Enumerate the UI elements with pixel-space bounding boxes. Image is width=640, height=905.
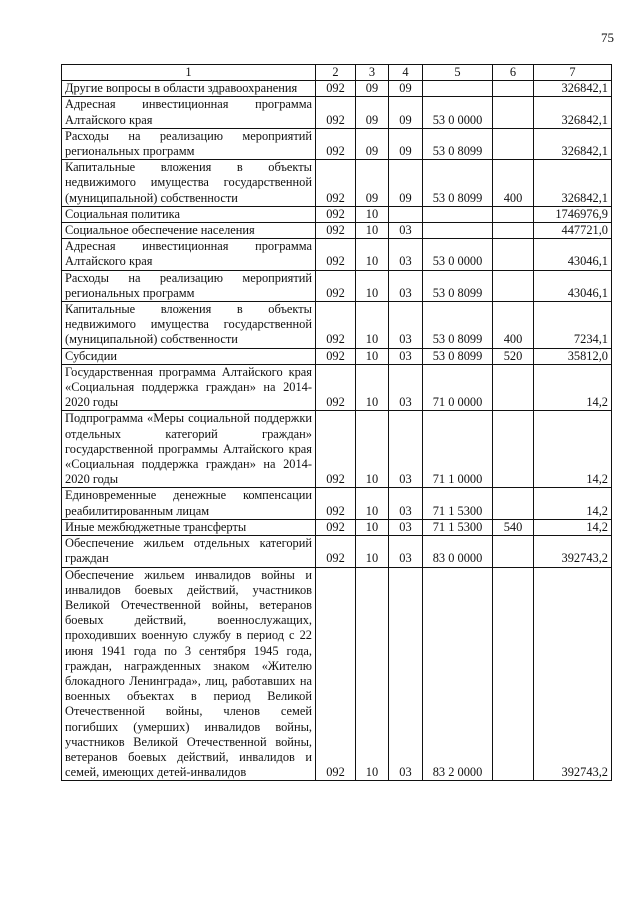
expense-type-cell bbox=[493, 81, 534, 97]
table-row bbox=[62, 270, 612, 301]
ministry-code-cell: 092 bbox=[316, 567, 356, 781]
expense-name-cell: Социальная политика bbox=[62, 206, 316, 222]
subsection-code-cell: 03 bbox=[389, 519, 423, 535]
section-code-cell: 10 bbox=[356, 270, 389, 301]
header-col-5: 5 bbox=[423, 65, 493, 81]
ministry-code-cell: 092 bbox=[316, 206, 356, 222]
table-row bbox=[62, 128, 612, 159]
table-row bbox=[62, 488, 612, 519]
expense-name-cell: Расходы на реализацию мероприятий региональных программ bbox=[62, 270, 316, 301]
page-number: 75 bbox=[601, 30, 614, 45]
target-article-cell: 53 0 0000 bbox=[423, 239, 493, 270]
table-row bbox=[62, 97, 612, 128]
table-row bbox=[62, 81, 612, 97]
target-article-cell: 83 0 0000 bbox=[423, 536, 493, 567]
ministry-code-cell: 092 bbox=[316, 81, 356, 97]
subsection-code-cell: 03 bbox=[389, 488, 423, 519]
expense-name-cell: Социальное обеспечение населения bbox=[62, 223, 316, 239]
amount-cell: 326842,1 bbox=[534, 97, 612, 128]
expense-name-cell: Иные межбюджетные трансферты bbox=[62, 519, 316, 535]
subsection-code-cell: 09 bbox=[389, 97, 423, 128]
budget-table bbox=[61, 64, 612, 781]
ministry-code-cell: 092 bbox=[316, 536, 356, 567]
table-row bbox=[62, 348, 612, 364]
table-header-row bbox=[62, 65, 612, 81]
expense-type-cell bbox=[493, 488, 534, 519]
ministry-code-cell: 092 bbox=[316, 97, 356, 128]
section-code-cell: 10 bbox=[356, 567, 389, 781]
section-code-cell: 09 bbox=[356, 128, 389, 159]
amount-cell: 14,2 bbox=[534, 519, 612, 535]
target-article-cell: 71 0 0000 bbox=[423, 364, 493, 411]
section-code-cell: 10 bbox=[356, 364, 389, 411]
subsection-code-cell: 03 bbox=[389, 223, 423, 239]
target-article-cell: 53 0 8099 bbox=[423, 302, 493, 349]
expense-type-cell bbox=[493, 364, 534, 411]
expense-name-cell: Государственная программа Алтайского края «Социальная поддержка граждан» на 2014-2020 годы bbox=[62, 364, 316, 411]
target-article-cell: 53 0 0000 bbox=[423, 97, 493, 128]
header-col-1: 1 bbox=[62, 65, 316, 81]
ministry-code-cell: 092 bbox=[316, 348, 356, 364]
ministry-code-cell: 092 bbox=[316, 270, 356, 301]
table-row bbox=[62, 567, 612, 781]
ministry-code-cell: 092 bbox=[316, 364, 356, 411]
amount-cell: 35812,0 bbox=[534, 348, 612, 364]
table-row bbox=[62, 411, 612, 488]
expense-type-cell: 540 bbox=[493, 519, 534, 535]
expense-name-cell: Капитальные вложения в объекты недвижимого имущества государственной (муниципальной) собственности bbox=[62, 302, 316, 349]
target-article-cell: 71 1 5300 bbox=[423, 519, 493, 535]
subsection-code-cell: 03 bbox=[389, 270, 423, 301]
header-col-7: 7 bbox=[534, 65, 612, 81]
expense-name-cell: Субсидии bbox=[62, 348, 316, 364]
target-article-cell: 53 0 8099 bbox=[423, 348, 493, 364]
section-code-cell: 10 bbox=[356, 302, 389, 349]
table-row bbox=[62, 364, 612, 411]
expense-name-cell: Обеспечение жильем отдельных категорий граждан bbox=[62, 536, 316, 567]
amount-cell: 14,2 bbox=[534, 488, 612, 519]
expense-name-cell: Обеспечение жильем инвалидов войны и инвалидов боевых действий, участников Великой Отечественной войны, ветеранов боевых действий, военнослужащих, проходивших военную службу в период с 22 июня 1941 года по 3 сентября 1945 года, граждан, награжденных знаком «Жителю блокадного Ленинграда», лиц, работавших на военных объектах в период Великой Отечественной войны, членов семей погибших (умерших) инвалидов войны, участников Великой Отечественной войны, ветеранов боевых действий, инвалидов и семей, имеющих детей-инвалидов bbox=[62, 567, 316, 781]
expense-name-cell: Адресная инвестиционная программа Алтайского края bbox=[62, 97, 316, 128]
amount-cell: 326842,1 bbox=[534, 160, 612, 207]
table-row bbox=[62, 536, 612, 567]
table-body bbox=[62, 81, 612, 781]
amount-cell: 392743,2 bbox=[534, 567, 612, 781]
amount-cell: 392743,2 bbox=[534, 536, 612, 567]
amount-cell: 43046,1 bbox=[534, 270, 612, 301]
target-article-cell: 71 1 5300 bbox=[423, 488, 493, 519]
amount-cell: 14,2 bbox=[534, 411, 612, 488]
section-code-cell: 10 bbox=[356, 536, 389, 567]
ministry-code-cell: 092 bbox=[316, 239, 356, 270]
table-row bbox=[62, 206, 612, 222]
amount-cell: 7234,1 bbox=[534, 302, 612, 349]
ministry-code-cell: 092 bbox=[316, 411, 356, 488]
section-code-cell: 09 bbox=[356, 81, 389, 97]
target-article-cell: 53 0 8099 bbox=[423, 270, 493, 301]
expense-name-cell: Расходы на реализацию мероприятий региональных программ bbox=[62, 128, 316, 159]
subsection-code-cell: 03 bbox=[389, 302, 423, 349]
expense-name-cell: Подпрограмма «Меры социальной поддержки отдельных категорий граждан» государственной программы Алтайского края «Социальная поддержка граждан» на 2014-2020 годы bbox=[62, 411, 316, 488]
ministry-code-cell: 092 bbox=[316, 302, 356, 349]
section-code-cell: 09 bbox=[356, 160, 389, 207]
expense-type-cell bbox=[493, 223, 534, 239]
subsection-code-cell: 09 bbox=[389, 81, 423, 97]
ministry-code-cell: 092 bbox=[316, 160, 356, 207]
subsection-code-cell: 03 bbox=[389, 536, 423, 567]
target-article-cell: 53 0 8099 bbox=[423, 160, 493, 207]
expense-type-cell bbox=[493, 97, 534, 128]
expense-type-cell: 520 bbox=[493, 348, 534, 364]
subsection-code-cell: 03 bbox=[389, 364, 423, 411]
table-row bbox=[62, 519, 612, 535]
amount-cell: 43046,1 bbox=[534, 239, 612, 270]
table-row bbox=[62, 160, 612, 207]
expense-type-cell bbox=[493, 270, 534, 301]
expense-type-cell bbox=[493, 536, 534, 567]
amount-cell: 326842,1 bbox=[534, 81, 612, 97]
header-col-3: 3 bbox=[356, 65, 389, 81]
ministry-code-cell: 092 bbox=[316, 488, 356, 519]
subsection-code-cell bbox=[389, 206, 423, 222]
subsection-code-cell: 03 bbox=[389, 567, 423, 781]
expense-name-cell: Единовременные денежные компенсации реабилитированным лицам bbox=[62, 488, 316, 519]
expense-type-cell: 400 bbox=[493, 160, 534, 207]
section-code-cell: 10 bbox=[356, 519, 389, 535]
section-code-cell: 10 bbox=[356, 239, 389, 270]
subsection-code-cell: 09 bbox=[389, 160, 423, 207]
target-article-cell bbox=[423, 223, 493, 239]
amount-cell: 14,2 bbox=[534, 364, 612, 411]
expense-name-cell: Капитальные вложения в объекты недвижимого имущества государственной (муниципальной) собственности bbox=[62, 160, 316, 207]
header-col-2: 2 bbox=[316, 65, 356, 81]
amount-cell: 1746976,9 bbox=[534, 206, 612, 222]
ministry-code-cell: 092 bbox=[316, 128, 356, 159]
expense-type-cell bbox=[493, 411, 534, 488]
expense-type-cell bbox=[493, 567, 534, 781]
section-code-cell: 10 bbox=[356, 348, 389, 364]
subsection-code-cell: 09 bbox=[389, 128, 423, 159]
ministry-code-cell: 092 bbox=[316, 223, 356, 239]
target-article-cell: 53 0 8099 bbox=[423, 128, 493, 159]
section-code-cell: 10 bbox=[356, 223, 389, 239]
header-col-6: 6 bbox=[493, 65, 534, 81]
table-row bbox=[62, 239, 612, 270]
target-article-cell bbox=[423, 206, 493, 222]
subsection-code-cell: 03 bbox=[389, 239, 423, 270]
subsection-code-cell: 03 bbox=[389, 411, 423, 488]
expense-type-cell bbox=[493, 128, 534, 159]
expense-type-cell bbox=[493, 206, 534, 222]
expense-type-cell: 400 bbox=[493, 302, 534, 349]
section-code-cell: 09 bbox=[356, 97, 389, 128]
target-article-cell: 71 1 0000 bbox=[423, 411, 493, 488]
ministry-code-cell: 092 bbox=[316, 519, 356, 535]
expense-name-cell: Другие вопросы в области здравоохранения bbox=[62, 81, 316, 97]
table-row bbox=[62, 302, 612, 349]
section-code-cell: 10 bbox=[356, 411, 389, 488]
amount-cell: 326842,1 bbox=[534, 128, 612, 159]
table-row bbox=[62, 223, 612, 239]
expense-name-cell: Адресная инвестиционная программа Алтайского края bbox=[62, 239, 316, 270]
section-code-cell: 10 bbox=[356, 488, 389, 519]
target-article-cell bbox=[423, 81, 493, 97]
expense-type-cell bbox=[493, 239, 534, 270]
target-article-cell: 83 2 0000 bbox=[423, 567, 493, 781]
header-col-4: 4 bbox=[389, 65, 423, 81]
section-code-cell: 10 bbox=[356, 206, 389, 222]
amount-cell: 447721,0 bbox=[534, 223, 612, 239]
subsection-code-cell: 03 bbox=[389, 348, 423, 364]
